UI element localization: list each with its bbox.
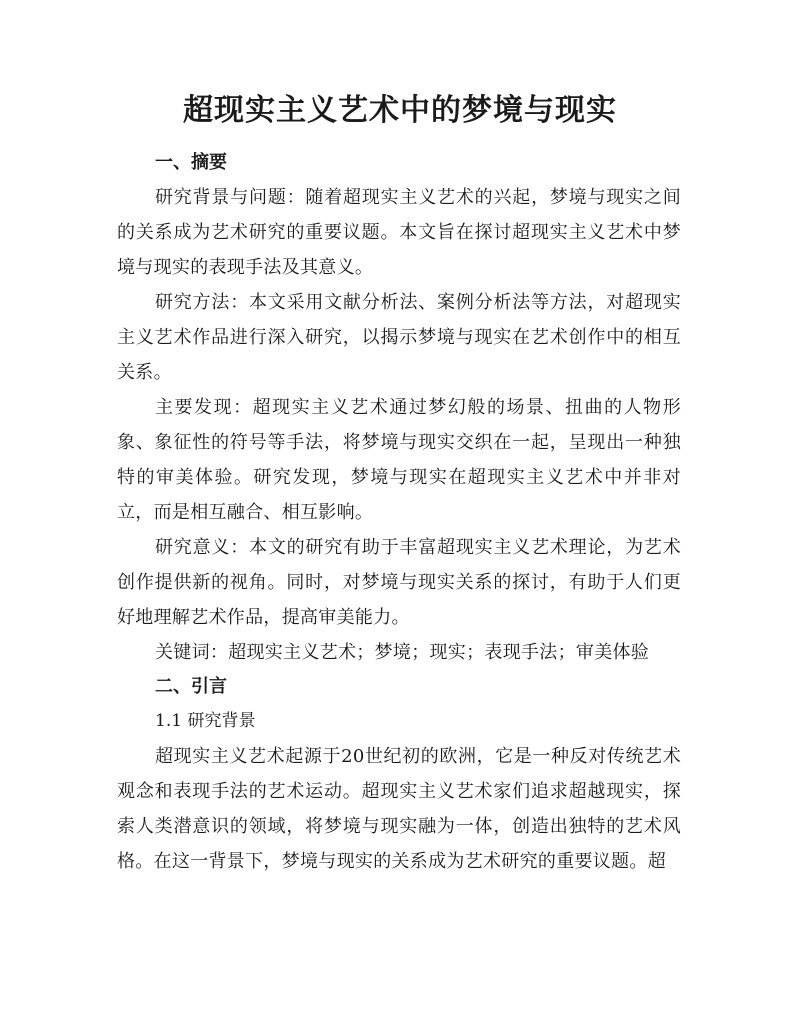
subsection-heading-background: 1.1 研究背景 (155, 711, 256, 731)
document-body (117, 146, 681, 879)
section-heading-abstract: 一、摘要 (155, 152, 227, 173)
section-heading-introduction: 二、引言 (155, 676, 227, 697)
abstract-paragraph-methods: 研究方法：本文采用文献分析法、案例分析法等方法，对超现实主义艺术作品进行深入研究，以揭示梦境与现实在艺术创作中的相互关系。 (117, 292, 681, 383)
abstract-paragraph-significance: 研究意义：本文的研究有助于丰富超现实主义艺术理论，为艺术创作提供新的视角。同时，对梦境与现实关系的探讨，有助于人们更好地理解艺术作品，提高审美能力。 (117, 537, 681, 628)
page-title: 超现实主义艺术中的梦境与现实 (183, 93, 617, 128)
abstract-paragraph-background: 研究背景与问题：随着超现实主义艺术的兴起，梦境与现实之间的关系成为艺术研究的重要议题。本文旨在探讨超现实主义艺术中梦境与现实的表现手法及其意义。 (117, 187, 681, 278)
keywords-line: 关键词：超现实主义艺术；梦境；现实；表现手法；审美体验 (155, 642, 650, 663)
abstract-paragraph-findings: 主要发现：超现实主义艺术通过梦幻般的场景、扭曲的人物形象、象征性的符号等手法，将梦境与现实交织在一起，呈现出一种独特的审美体验。研究发现，梦境与现实在超现实主义艺术中并非对立，而是相互融合、相互影响。 (117, 397, 681, 523)
intro-paragraph: 超现实主义艺术起源于20世纪初的欧洲，它是一种反对传统艺术观念和表现手法的艺术运动。超现实主义艺术家们追求超越现实，探索人类潜意识的领域，将梦境与现实融为一体，创造出独特的艺术风格。在这一背景下，梦境与现实的关系成为艺术研究的重要议题。超 (117, 746, 681, 872)
